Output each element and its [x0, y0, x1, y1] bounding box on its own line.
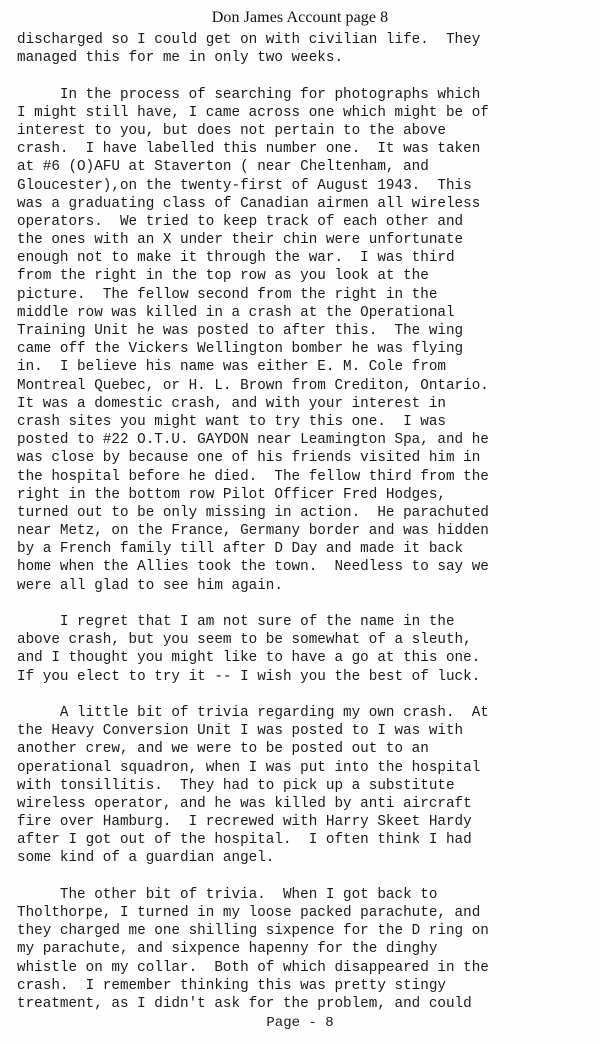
text-line: managed this for me in only two weeks. — [17, 50, 344, 67]
text-line: discharged so I could get on with civilian life. They — [17, 32, 481, 48]
text-line: after I got out of the hospital. I often think I had — [17, 832, 472, 849]
text-line: in. I believe his name was either E. M. Cole from — [17, 359, 446, 376]
text-line: was a graduating class of Canadian airmen all wireless — [17, 195, 481, 212]
paragraph — [17, 886, 600, 1013]
text-line: middle row was killed in a crash at the Operational — [17, 304, 455, 321]
text-line: by a French family till after D Day and made it back — [17, 541, 464, 558]
text-line: whistle on my collar. Both of which disappeared in the — [17, 959, 489, 976]
text-line: home when the Allies took the town. Needless to say we — [17, 559, 489, 576]
text-line: A little bit of trivia regarding my own crash. At — [17, 704, 489, 721]
text-line: near Metz, on the France, Germany border and was hidden — [17, 523, 489, 540]
paragraph-gap — [17, 868, 600, 886]
text-line: the Heavy Conversion Unit I was posted to I was with — [17, 723, 464, 740]
text-line: turned out to be only missing in action. He parachuted — [17, 504, 489, 521]
text-line: at #6 (O)AFU at Staverton ( near Cheltenham, and — [17, 159, 429, 176]
text-line: crash. I remember thinking this was pretty stingy — [17, 977, 446, 994]
text-line: I regret that I am not sure of the name in the — [17, 614, 455, 630]
text-line: crash sites you might want to try this one. I was — [17, 413, 446, 430]
text-line: wireless operator, and he was killed by anti aircraft — [17, 795, 472, 812]
text-line: and I thought you might like to have a go at this one. — [17, 650, 481, 667]
paragraph — [17, 31, 600, 67]
text-line: Montreal Quebec, or H. L. Brown from Crediton, Ontario. — [17, 377, 489, 394]
text-line: enough not to make it through the war. I was third — [17, 250, 455, 267]
text-line: Training Unit he was posted to after this. The wing — [17, 323, 464, 339]
text-line: the hospital before he died. The fellow third from the — [17, 468, 489, 485]
text-line: It was a domestic crash, and with your interest in — [17, 395, 446, 412]
text-line: I might still have, I came across one which might be of — [17, 104, 489, 121]
text-line: Gloucester),on the twenty-first of August 1943. This — [17, 177, 472, 194]
text-line: came off the Vickers Wellington bomber he was flying — [17, 341, 464, 358]
text-line: were all glad to see him again. — [17, 577, 283, 594]
text-line: right in the bottom row Pilot Officer Fred Hodges, — [17, 486, 446, 503]
text-line: from the right in the top row as you look at the — [17, 268, 429, 285]
text-line: another crew, and we were to be posted out to an — [17, 741, 429, 758]
paragraph-gap — [17, 595, 600, 613]
text-line: operators. We tried to keep track of each other and — [17, 213, 464, 230]
text-line: operational squadron, when I was put into the hospital — [17, 759, 481, 776]
text-line: some kind of a guardian angel. — [17, 850, 275, 867]
text-line: they charged me one shilling sixpence for the D ring on — [17, 923, 489, 940]
text-line: crash. I have labelled this number one. It was taken — [17, 141, 481, 158]
text-line: posted to #22 O.T.U. GAYDON near Leamington Spa, and he — [17, 432, 489, 449]
text-line: my parachute, and sixpence hapenny for the dinghy — [17, 941, 438, 958]
document-body — [17, 31, 600, 1013]
text-line: In the process of searching for photographs which — [17, 86, 481, 103]
text-line: fire over Hamburg. I recrewed with Harry Skeet Hardy — [17, 814, 472, 831]
text-line: Tholthorpe, I turned in my loose packed parachute, and — [17, 905, 481, 921]
text-line: interest to you, but does not pertain to the above — [17, 122, 446, 139]
text-line: treatment, as I didn't ask for the problem, and could — [17, 995, 472, 1012]
page-footer: Page - 8 — [266, 1015, 334, 1031]
text-line: above crash, but you seem to be somewhat of a sleuth, — [17, 632, 472, 649]
page-header: Don James Account page 8 — [211, 9, 389, 26]
paragraph — [17, 704, 600, 868]
text-line: with tonsillitis. They had to pick up a substitute — [17, 777, 455, 794]
paragraph-gap — [17, 67, 600, 85]
paragraph-gap — [17, 686, 600, 704]
paragraph — [17, 613, 600, 686]
text-line: The other bit of trivia. When I got back to — [17, 886, 438, 903]
text-line: was close by because one of his friends visited him in — [17, 450, 481, 467]
paragraph — [17, 86, 600, 595]
text-line: picture. The fellow second from the right in the — [17, 286, 438, 303]
text-line: If you elect to try it -- I wish you the best of luck. — [17, 668, 481, 685]
text-line: the ones with an X under their chin were unfortunate — [17, 232, 464, 249]
